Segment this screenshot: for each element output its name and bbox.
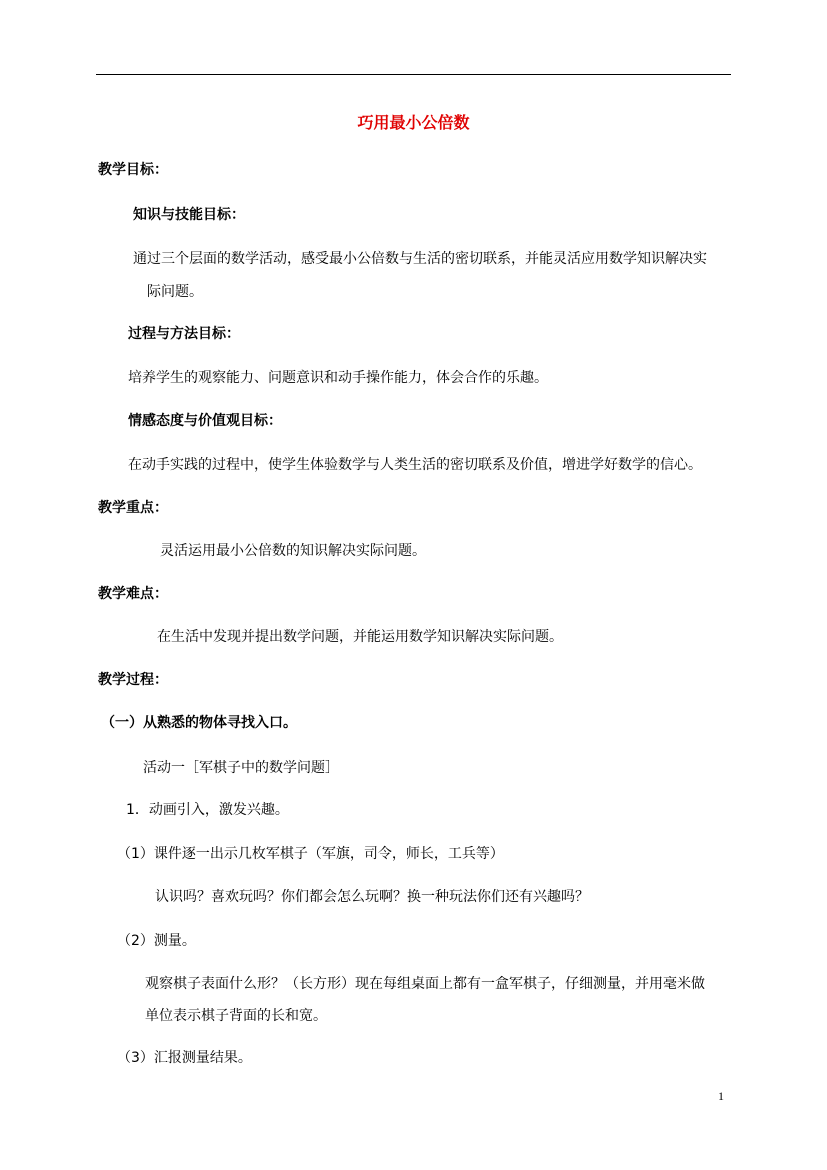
step1-sub2-text-line1: 观察棋子表面什么形？（长方形）现在每组桌面上都有一盒军棋子，仔细测量，并用毫米做 bbox=[145, 976, 705, 992]
knowledge-skills-heading: 知识与技能目标： bbox=[133, 207, 245, 223]
step1-sub1-text: 认识吗？喜欢玩吗？你们都会怎么玩啊？换一种玩法你们还有兴趣吗？ bbox=[155, 889, 589, 905]
emotion-values-heading: 情感态度与价值观目标： bbox=[128, 413, 282, 429]
document-title: 巧用最小公倍数 bbox=[357, 113, 470, 132]
knowledge-skills-text-line1: 通过三个层面的数学活动，感受最小公倍数与生活的密切联系，并能灵活应用数学知识解决实 bbox=[133, 251, 707, 267]
process-method-text: 培养学生的观察能力、问题意识和动手操作能力，体会合作的乐趣。 bbox=[128, 370, 548, 386]
page-number: 1 bbox=[718, 1089, 724, 1103]
process-heading: 教学过程： bbox=[98, 672, 168, 688]
difficulty-heading: 教学难点： bbox=[98, 586, 168, 602]
step1-sub3: （3）汇报测量结果。 bbox=[117, 1050, 252, 1066]
emotion-values-text: 在动手实践的过程中，使学生体验数学与人类生活的密切联系及价值，增进学好数学的信心。 bbox=[128, 457, 702, 473]
objectives-heading: 教学目标： bbox=[98, 162, 168, 178]
key-point-heading: 教学重点： bbox=[98, 500, 168, 516]
step1-sub1: （1）课件逐一出示几枚军棋子（军旗，司令，师长，工兵等） bbox=[117, 846, 504, 862]
process-method-heading: 过程与方法目标： bbox=[128, 326, 240, 342]
key-point-text: 灵活运用最小公倍数的知识解决实际问题。 bbox=[160, 543, 426, 559]
section1-heading: （一）从熟悉的物体寻找入口。 bbox=[101, 715, 297, 731]
step1-sub2: （2）测量。 bbox=[117, 933, 196, 949]
step1-title: 1．动画引入，激发兴趣。 bbox=[126, 802, 289, 818]
header-rule bbox=[96, 74, 731, 75]
activity1-title: 活动一［军棋子中的数学问题］ bbox=[143, 760, 339, 776]
step1-sub2-text-line2: 单位表示棋子背面的长和宽。 bbox=[145, 1008, 327, 1024]
knowledge-skills-text-line2: 际问题。 bbox=[147, 284, 203, 300]
difficulty-text: 在生活中发现并提出数学问题，并能运用数学知识解决实际问题。 bbox=[157, 629, 563, 645]
